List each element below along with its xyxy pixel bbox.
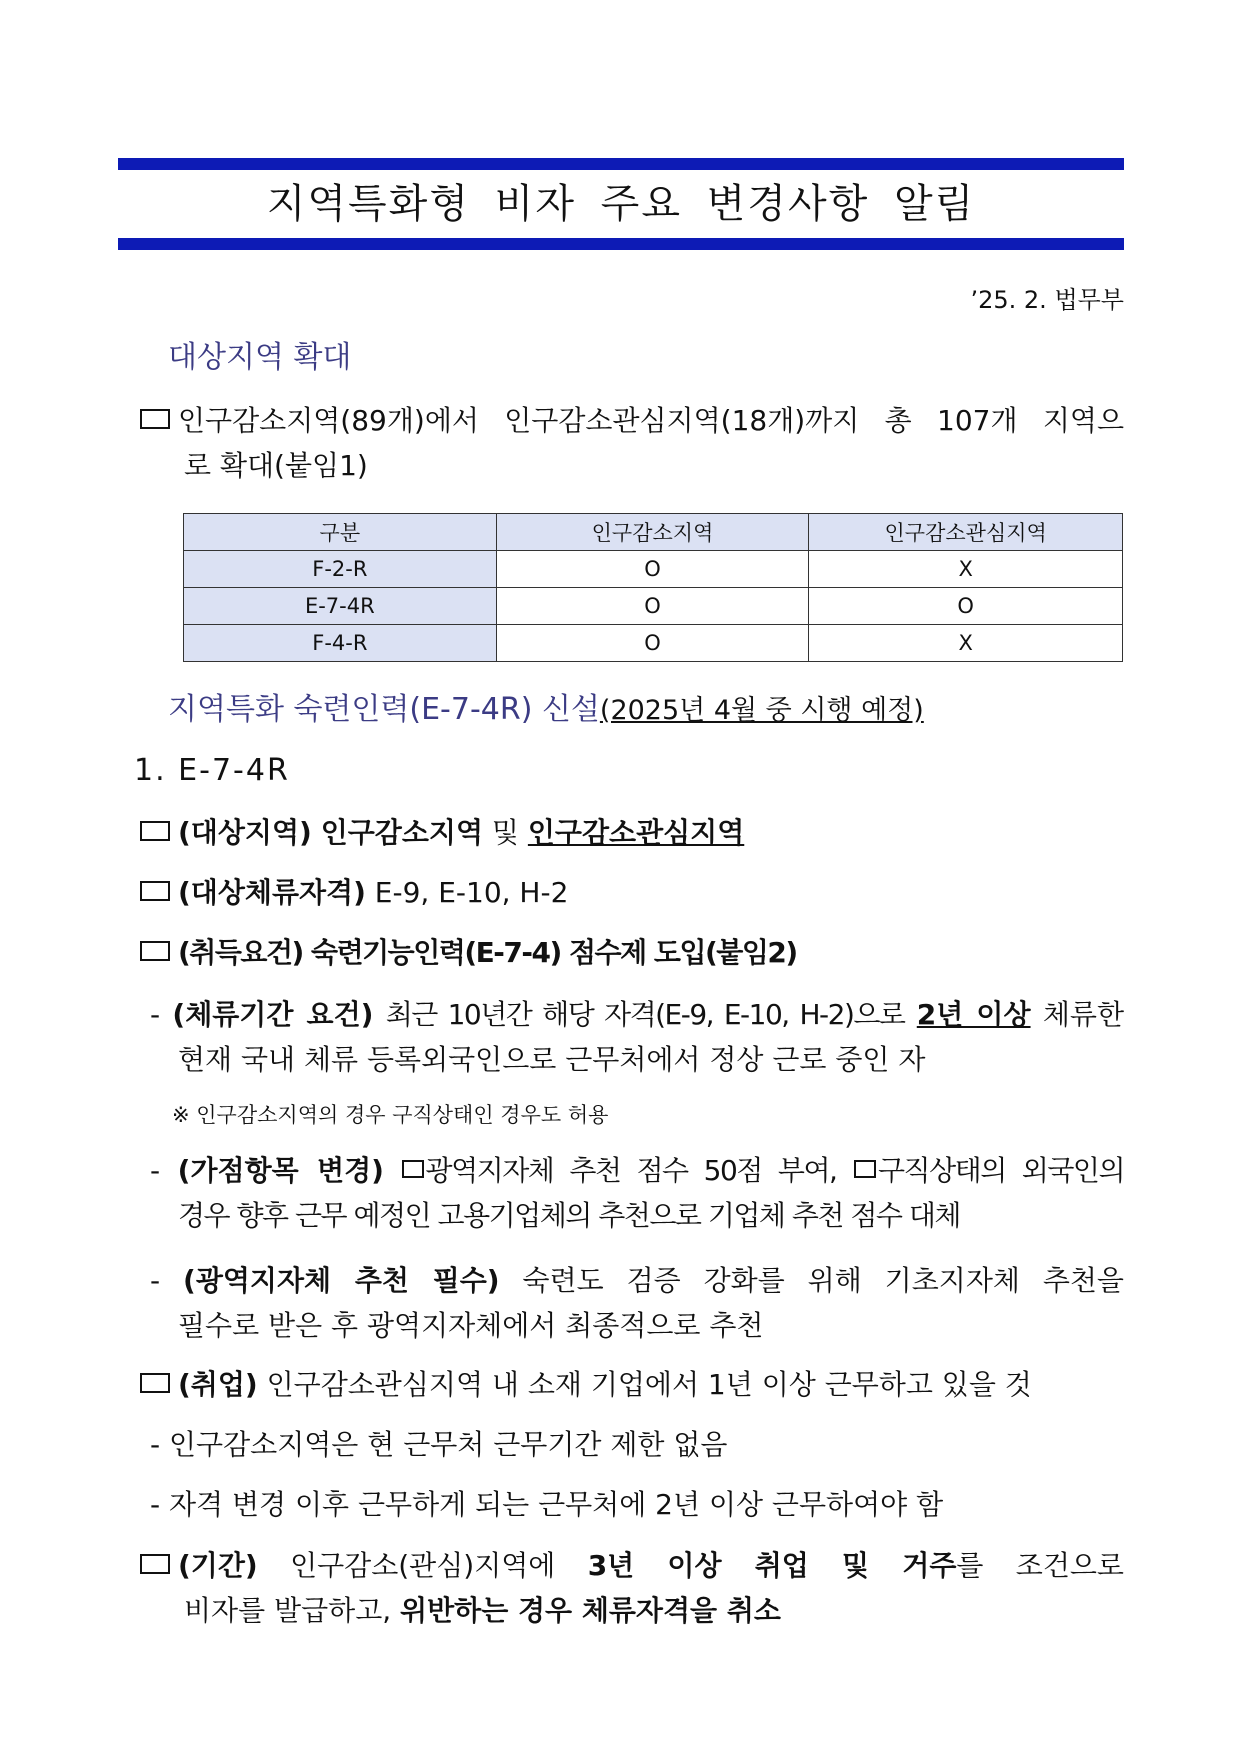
section-heading-region-expansion: 대상지역 확대 [168,340,352,375]
dash-item-1: - 인구감소지역은 현 근무처 근무기간 제한 없음 [150,1428,728,1461]
checkbox-square-icon [854,1160,876,1178]
table-header-row [184,514,1123,551]
visa-region-table [183,513,1123,662]
bonus-item: - (가점항목 변경) 광역지자체 추천 점수 50점 부여, 구직상태의 외국인의 [150,1154,1124,1187]
table-cell: O [809,588,1123,625]
table-cell: X [809,625,1123,662]
period-item-cont: 비자를 발급하고, 위반하는 경우 체류자격을 취소 [184,1594,781,1627]
table-cell: O [496,625,809,662]
table-cell: X [809,551,1123,588]
requirement-item: (취득요건) 숙련기능인력(E-7-4) 점수제 도입(붙임2) [140,930,797,975]
table-header-cell: 인구감소관심지역 [809,514,1123,551]
recommend-item-cont: 필수로 받은 후 광역지자체에서 최종적으로 추천 [178,1309,764,1342]
checkbox-square-icon [140,941,170,961]
table-row-label: F-2-R [184,551,497,588]
issue-date: ’25. 2. 법무부 [970,286,1124,314]
dash-item-2: - 자격 변경 이후 근무하게 되는 근무처에 2년 이상 근무하여야 함 [150,1488,944,1521]
checkbox-square-icon [140,821,170,841]
employment-item: (취업) 인구감소관심지역 내 소재 기업에서 1년 이상 근무하고 있을 것 [140,1362,1032,1407]
table-row [184,588,1123,625]
title-bottom-rule [118,238,1124,250]
region-expansion-item-cont: 로 확대(붙임1) [184,449,368,482]
stay-period-item-cont: 현재 국내 체류 등록외국인으로 근무처에서 정상 근로 중인 자 [178,1043,926,1076]
checkbox-square-icon [140,409,170,429]
recommend-item: - (광역지자체 추천 필수) 숙련도 검증 강화를 위해 기초지자체 추천을 [150,1264,1124,1297]
checkbox-square-icon [140,881,170,901]
note-text: ※ 인구감소지역의 경우 구직상태인 경우도 허용 [172,1103,609,1127]
table-cell: O [496,551,809,588]
stay-period-item: - (체류기간 요건) 최근 10년간 해당 자격(E-9, E-10, H-2)으로 2년 이상 체류한 [150,998,1124,1031]
target-status-item: (대상체류자격) E-9, E-10, H-2 [140,870,568,915]
region-expansion-item: 인구감소지역(89개)에서 인구감소관심지역(18개)까지 총 107개 지역으 [140,398,1124,443]
section-heading-sub: (2025년 4월 중 시행 예정) [599,695,924,726]
section-heading-e74r: 지역특화 숙련인력(E-7-4R) 신설(2025년 4월 중 시행 예정) [168,692,924,727]
table-row-label: E-7-4R [184,588,497,625]
checkbox-square-icon [140,1373,170,1393]
table-header-cell: 구분 [184,514,497,551]
table-row-label: F-4-R [184,625,497,662]
checkbox-square-icon [140,1554,170,1574]
table-row [184,625,1123,662]
title-top-rule [118,158,1124,170]
table-cell: O [496,588,809,625]
numbered-item-e74r: 1. E-7-4R [134,753,290,788]
table-header-cell: 인구감소지역 [496,514,809,551]
period-item: (기간) 인구감소(관심)지역에 3년 이상 취업 및 거주를 조건으로 [140,1543,1124,1588]
page-title: 지역특화형 비자 주요 변경사항 알림 [266,181,976,227]
table-row [184,551,1123,588]
bonus-item-cont: 경우 향후 근무 예정인 고용기업체의 추천으로 기업체 추천 점수 대체 [178,1199,960,1232]
checkbox-square-icon [402,1160,424,1178]
target-region-item: (대상지역) 인구감소지역 및 인구감소관심지역 [140,810,744,855]
